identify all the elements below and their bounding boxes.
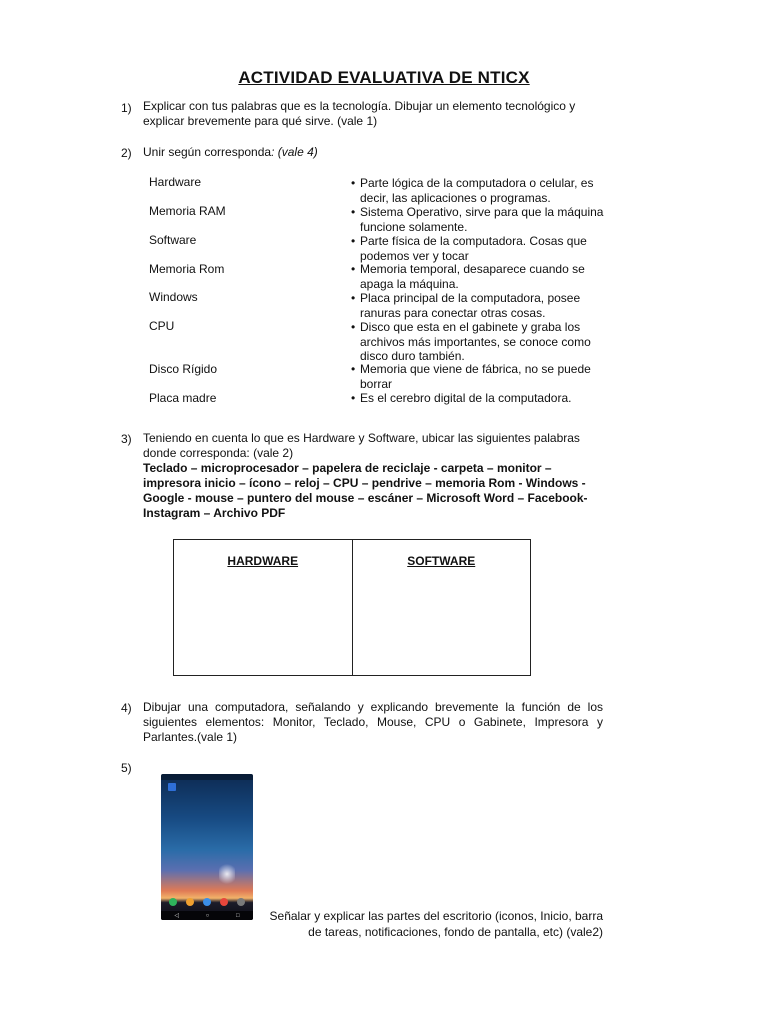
phone-wallpaper-light <box>219 862 235 886</box>
phone-nav-bar <box>161 911 253 920</box>
q3-text: Teniendo en cuenta lo que es Hardware y Software, ubicar las siguientes palabras donde corresponda: (vale 2) <box>143 431 580 460</box>
q5-text: Señalar y explicar las partes del escritorio (iconos, Inicio, barra de tareas, notificaciones, fondo de pantalla, etc) (vale2) <box>269 909 603 939</box>
software-column-header: SOFTWARE <box>352 540 531 675</box>
q2-definition: • Parte física de la computadora. Cosas que podemos ver y tocar <box>350 234 610 263</box>
q2-definition: • Disco que esta en el gabinete y graba los archivos más importantes, se conoce como disco duro también. <box>350 320 610 364</box>
q2-term: Disco Rígido <box>149 362 218 376</box>
q2-definition: • Placa principal de la computadora, posee ranuras para conectar otras cosas. <box>350 291 610 320</box>
q4-number: 4) <box>121 701 132 715</box>
q2-term: Memoria RAM <box>149 204 226 218</box>
q2-text: Unir según corresponda <box>143 145 272 159</box>
phone-screenshot-image <box>161 774 253 920</box>
hardware-software-table <box>173 539 531 676</box>
hardware-column-header: HARDWARE <box>227 554 299 568</box>
browser-icon <box>220 898 228 906</box>
q1-number: 1) <box>121 101 132 115</box>
q2-definition: • Memoria que viene de fábrica, no se puede borrar <box>350 362 610 391</box>
q5-number: 5) <box>121 761 132 775</box>
q2-term: Memoria Rom <box>149 262 225 276</box>
q2-definition: • Parte lógica de la computadora o celular, es decir, las aplicaciones o programas. <box>350 176 610 205</box>
q2-term: Placa madre <box>149 391 217 405</box>
contacts-icon <box>186 898 194 906</box>
q2-term: Hardware <box>149 175 202 189</box>
q2-term: Software <box>149 233 197 247</box>
q3-number: 3) <box>121 432 132 446</box>
q1-text: Explicar con tus palabras que es la tecnología. Dibujar un elemento tecnológico y explicar brevemente para qué sirve. (vale 1) <box>143 99 576 128</box>
document-title: ACTIVIDAD EVALUATIVA DE NTICX <box>238 68 530 87</box>
q2-term: Windows <box>149 290 198 304</box>
q2-definition: • Sistema Operativo, sirve para que la máquina funcione solamente. <box>350 205 610 234</box>
q2-definition: • Es el cerebro digital de la computadora. <box>350 391 610 406</box>
q4-text: Dibujar una computadora, señalando y explicando brevemente la función de los siguientes elementos: Monitor, Teclado, Mouse, CPU o Gabinete, Impresora y Parlantes.(vale 1) <box>143 700 603 744</box>
q2-term: CPU <box>149 319 175 333</box>
q2-note: : (vale 4) <box>271 145 318 159</box>
phone-call-icon <box>169 898 177 906</box>
recents-icon: □ <box>236 912 240 919</box>
phone-dock <box>165 898 249 908</box>
camera-icon <box>237 898 245 906</box>
q2-number: 2) <box>121 146 132 160</box>
home-icon: ○ <box>205 912 210 919</box>
back-icon: ◁ <box>174 913 179 919</box>
q3-word-list: Teclado – microprocesador – papelera de reciclaje - carpeta – monitor – impresora inicio – ícono – reloj – CPU – pendrive – memoria Rom - Windows - Google - mouse – puntero del mouse – escáner – Microsoft Word – Facebook- Instagram – Archivo PDF <box>143 461 588 520</box>
phone-app-icon <box>168 783 176 791</box>
q2-heading <box>143 145 603 160</box>
phone-status-bar <box>161 774 253 780</box>
messages-icon <box>203 898 211 906</box>
q2-definition: • Memoria temporal, desaparece cuando se apaga la máquina. <box>350 262 610 291</box>
